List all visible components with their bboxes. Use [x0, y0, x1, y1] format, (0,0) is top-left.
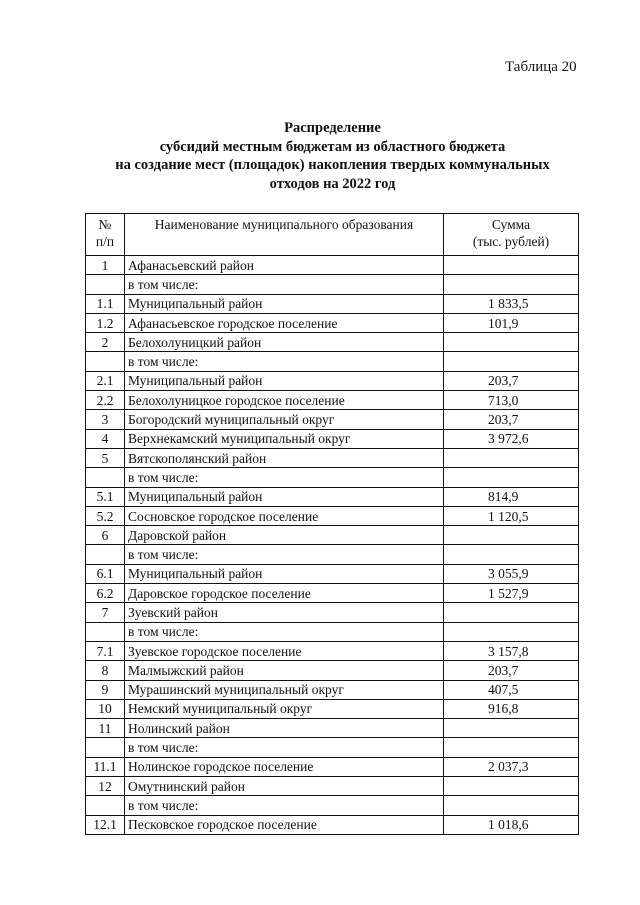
row-name: Зуевское городское поселение: [125, 641, 444, 660]
title-line: Распределение: [284, 120, 381, 136]
table-row: [86, 391, 579, 410]
row-name: в том числе:: [125, 468, 444, 487]
table-row: [86, 815, 579, 834]
table-number-label: Таблица 20: [505, 59, 577, 75]
row-name: Малмыжский район: [125, 661, 444, 680]
table-row: [86, 487, 579, 506]
row-name: Муниципальный район: [125, 487, 444, 506]
title-line: субсидий местным бюджетам из областного бюджета: [159, 138, 506, 155]
row-sum: 3 157,8: [444, 641, 579, 660]
row-name: в том числе:: [125, 545, 444, 564]
title-line: на создание мест (площадок) накопления твердых коммунальных: [115, 157, 550, 173]
row-sum: [444, 448, 579, 467]
table-row: [86, 661, 579, 680]
row-sum: 1 527,9: [444, 584, 579, 603]
row-number: 12.1: [86, 815, 125, 834]
row-number: 12: [86, 777, 125, 796]
row-sum: [444, 256, 579, 275]
row-sum: 203,7: [444, 410, 579, 429]
row-number: [86, 796, 125, 815]
row-name: в том числе:: [125, 622, 444, 641]
row-sum: 3 972,6: [444, 429, 579, 448]
table-row: [86, 313, 579, 332]
row-number: 11: [86, 719, 125, 738]
table-row: [86, 719, 579, 738]
row-name: Даровское городское поселение: [125, 584, 444, 603]
row-sum: 916,8: [444, 699, 579, 718]
table-row: [86, 506, 579, 525]
row-sum: [444, 526, 579, 545]
header-sum-line1: Сумма: [491, 217, 531, 232]
row-number: 2.1: [86, 371, 125, 390]
row-sum: 1 120,5: [444, 506, 579, 525]
row-name: в том числе:: [125, 275, 444, 294]
row-number: 5.2: [86, 506, 125, 525]
row-number: 7.1: [86, 641, 125, 660]
table-row: [86, 738, 579, 757]
header-number-line2: п/п: [95, 234, 115, 249]
subsidy-table: [85, 213, 579, 835]
row-number: [86, 352, 125, 371]
table-row: [86, 757, 579, 776]
row-number: [86, 468, 125, 487]
table-header-row: [86, 214, 579, 256]
header-number: [86, 214, 125, 256]
row-sum: [444, 468, 579, 487]
row-sum: 814,9: [444, 487, 579, 506]
row-sum: [444, 622, 579, 641]
row-number: 6.2: [86, 584, 125, 603]
row-number: 1.1: [86, 294, 125, 313]
row-name: Афанасьевское городское поселение: [125, 313, 444, 332]
row-sum: [444, 738, 579, 757]
table-row: [86, 333, 579, 352]
row-sum: [444, 603, 579, 622]
header-sum-line2: (тыс. рублей): [472, 234, 550, 249]
row-name: Муниципальный район: [125, 371, 444, 390]
table-row: [86, 468, 579, 487]
table-row: [86, 584, 579, 603]
table-row: [86, 777, 579, 796]
table-row: [86, 526, 579, 545]
row-sum: [444, 719, 579, 738]
row-number: 6.1: [86, 564, 125, 583]
row-number: 6: [86, 526, 125, 545]
row-name: в том числе:: [125, 738, 444, 757]
row-name: Верхнекамский муниципальный округ: [125, 429, 444, 448]
row-number: 1.2: [86, 313, 125, 332]
row-number: [86, 622, 125, 641]
row-name: Белохолуницкое городское поселение: [125, 391, 444, 410]
row-name: в том числе:: [125, 352, 444, 371]
table-row: [86, 410, 579, 429]
row-sum: 203,7: [444, 371, 579, 390]
row-number: 3: [86, 410, 125, 429]
row-number: 1: [86, 256, 125, 275]
row-name: Немский муниципальный округ: [125, 699, 444, 718]
table-row: [86, 699, 579, 718]
table-row: [86, 352, 579, 371]
row-sum: 1 018,6: [444, 815, 579, 834]
row-sum: 101,9: [444, 313, 579, 332]
row-number: 7: [86, 603, 125, 622]
document-title: [80, 119, 585, 193]
row-name: Даровской район: [125, 526, 444, 545]
table-row: [86, 371, 579, 390]
row-name: Афанасьевский район: [125, 256, 444, 275]
row-name: Белохолуницкий район: [125, 333, 444, 352]
row-name: Мурашинский муниципальный округ: [125, 680, 444, 699]
row-name: Богородский муниципальный округ: [125, 410, 444, 429]
table-body: [86, 256, 579, 835]
row-number: 5: [86, 448, 125, 467]
row-sum: [444, 333, 579, 352]
row-name: Зуевский район: [125, 603, 444, 622]
table-row: [86, 545, 579, 564]
row-number: 11.1: [86, 757, 125, 776]
row-name: Вятскополянский район: [125, 448, 444, 467]
row-sum: 1 833,5: [444, 294, 579, 313]
table-row: [86, 796, 579, 815]
header-sum: [444, 214, 579, 256]
row-name: Муниципальный район: [125, 564, 444, 583]
row-name: Сосновское городское поселение: [125, 506, 444, 525]
title-line: отходов на 2022 год: [269, 175, 396, 192]
header-name: Наименование муниципального образования: [125, 214, 444, 256]
row-number: 4: [86, 429, 125, 448]
table-row: [86, 641, 579, 660]
row-name: Нолинское городское поселение: [125, 757, 444, 776]
row-name: Песковское городское поселение: [125, 815, 444, 834]
header-number-line1: №: [98, 217, 112, 232]
row-name: Муниципальный район: [125, 294, 444, 313]
table-row: [86, 448, 579, 467]
row-number: [86, 738, 125, 757]
row-name: Омутнинский район: [125, 777, 444, 796]
row-number: 8: [86, 661, 125, 680]
row-sum: [444, 796, 579, 815]
row-number: 9: [86, 680, 125, 699]
table-row: [86, 622, 579, 641]
row-sum: 3 055,9: [444, 564, 579, 583]
table-row: [86, 294, 579, 313]
table-row: [86, 429, 579, 448]
row-number: 2.2: [86, 391, 125, 410]
table-row: [86, 680, 579, 699]
table-row: [86, 275, 579, 294]
row-number: [86, 275, 125, 294]
row-sum: 203,7: [444, 661, 579, 680]
row-sum: 2 037,3: [444, 757, 579, 776]
row-sum: [444, 777, 579, 796]
row-number: 10: [86, 699, 125, 718]
table-row: [86, 564, 579, 583]
table-row: [86, 256, 579, 275]
row-name: в том числе:: [125, 796, 444, 815]
row-sum: 713,0: [444, 391, 579, 410]
row-sum: 407,5: [444, 680, 579, 699]
row-name: Нолинский район: [125, 719, 444, 738]
row-sum: [444, 545, 579, 564]
row-sum: [444, 352, 579, 371]
row-number: 5.1: [86, 487, 125, 506]
row-number: 2: [86, 333, 125, 352]
row-sum: [444, 275, 579, 294]
row-number: [86, 545, 125, 564]
table-row: [86, 603, 579, 622]
